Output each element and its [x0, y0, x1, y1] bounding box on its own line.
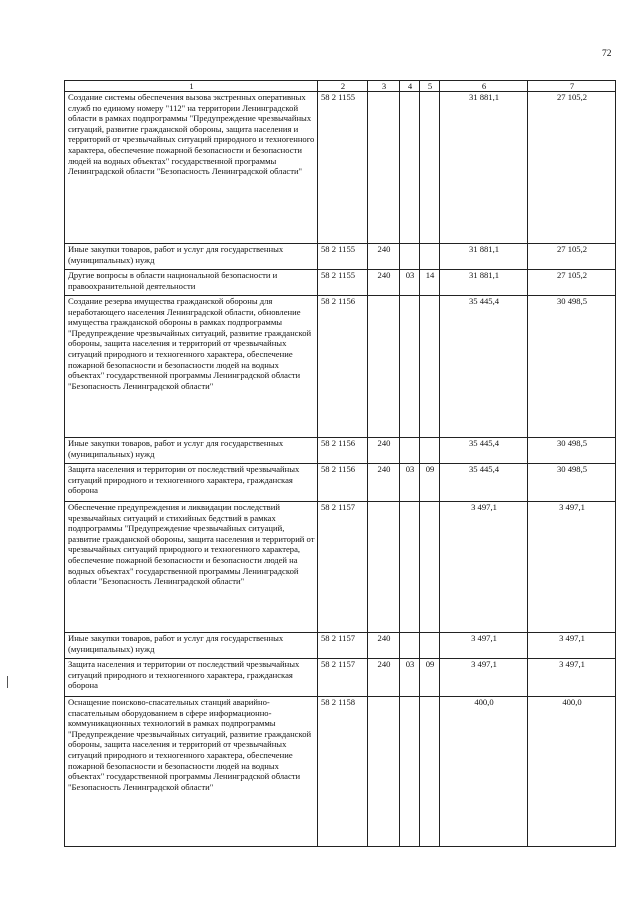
subsection-code	[420, 296, 440, 438]
amount-col6: 3 497,1	[440, 659, 528, 697]
section-code	[400, 244, 420, 270]
subsection-code	[420, 438, 440, 464]
section-code	[400, 697, 420, 847]
subsection-code	[420, 502, 440, 633]
amount-col6: 400,0	[440, 697, 528, 847]
table-row	[65, 92, 616, 244]
column-header: 2	[318, 81, 368, 92]
column-header: 6	[440, 81, 528, 92]
table-row	[65, 270, 616, 296]
amount-col6: 3 497,1	[440, 633, 528, 659]
subsection-code: 09	[420, 659, 440, 697]
subsection-code: 14	[420, 270, 440, 296]
column-header: 3	[368, 81, 400, 92]
amount-col7: 3 497,1	[528, 659, 616, 697]
item-name: Создание системы обеспечения вызова экстренных оперативных служб по единому номеру "112" на территории Ленинградской области в рамках подпрограммы "Предупреждение чрезвычайных ситуаций, развитие гражданской обороны, защита населения и территорий от чрезвычайных ситуаций природного и техногенного характера, обеспечение пожарной безопасности и безопасности людей на водных объектах" государственной программы Ленинградской области "Безопасность Ленинградской области"	[65, 92, 318, 244]
amount-col7: 3 497,1	[528, 502, 616, 633]
item-name: Оснащение поисково-спасательных станций аварийно-спасательным оборудованием в сфере информационно-коммуникационных технологий в рамках подпрограммы "Предупреждение чрезвычайных ситуаций, развитие гражданской обороны, защита населения и территорий от чрезвычайных ситуаций природного и техногенного характера, обеспечение пожарной безопасности и безопасности людей на водных объектах" государственной программы Ленинградской области "Безопасность Ленинградской области"	[65, 697, 318, 847]
expense-type	[368, 502, 400, 633]
column-header: 1	[65, 81, 318, 92]
amount-col6: 3 497,1	[440, 502, 528, 633]
expense-type	[368, 92, 400, 244]
section-code	[400, 92, 420, 244]
page-number: 72	[602, 49, 612, 59]
amount-col6: 35 445,4	[440, 296, 528, 438]
subsection-code	[420, 92, 440, 244]
amount-col6: 35 445,4	[440, 438, 528, 464]
amount-col7: 30 498,5	[528, 464, 616, 502]
amount-col7: 3 497,1	[528, 633, 616, 659]
amount-col6: 31 881,1	[440, 92, 528, 244]
item-name: Иные закупки товаров, работ и услуг для государственных (муниципальных) нужд	[65, 633, 318, 659]
target-code: 58 2 1157	[318, 659, 368, 697]
amount-col6: 31 881,1	[440, 270, 528, 296]
table-row	[65, 464, 616, 502]
amount-col6: 35 445,4	[440, 464, 528, 502]
section-code	[400, 502, 420, 633]
target-code: 58 2 1156	[318, 464, 368, 502]
table-row	[65, 659, 616, 697]
column-header: 5	[420, 81, 440, 92]
target-code: 58 2 1156	[318, 438, 368, 464]
table-row	[65, 438, 616, 464]
expense-type	[368, 296, 400, 438]
budget-table	[64, 80, 616, 847]
section-code	[400, 633, 420, 659]
section-code: 03	[400, 659, 420, 697]
expense-type: 240	[368, 633, 400, 659]
item-name: Защита населения и территории от последствий чрезвычайных ситуаций природного и техногенного характера, гражданская оборона	[65, 659, 318, 697]
item-name: Иные закупки товаров, работ и услуг для государственных (муниципальных) нужд	[65, 438, 318, 464]
amount-col7: 30 498,5	[528, 296, 616, 438]
amount-col7: 27 105,2	[528, 270, 616, 296]
target-code: 58 2 1155	[318, 92, 368, 244]
expense-type	[368, 697, 400, 847]
table-header-row	[65, 81, 616, 92]
section-code	[400, 296, 420, 438]
amount-col6: 31 881,1	[440, 244, 528, 270]
amount-col7: 27 105,2	[528, 92, 616, 244]
section-code	[400, 438, 420, 464]
target-code: 58 2 1157	[318, 633, 368, 659]
subsection-code	[420, 697, 440, 847]
subsection-code: 09	[420, 464, 440, 502]
item-name: Защита населения и территории от последствий чрезвычайных ситуаций природного и техногенного характера, гражданская оборона	[65, 464, 318, 502]
expense-type: 240	[368, 270, 400, 296]
item-name: Обеспечение предупреждения и ликвидации последствий чрезвычайных ситуаций и стихийных бедствий в рамках подпрограммы "Предупреждение чрезвычайных ситуаций, развитие гражданской обороны, защита населения и территорий от чрезвычайных ситуаций природного и техногенного характера, обеспечение пожарной безопасности и безопасности людей на водных объектах" государственной программы Ленинградской области "Безопасность Ленинградской области"	[65, 502, 318, 633]
table-row	[65, 697, 616, 847]
table-row	[65, 244, 616, 270]
item-name: Создание резерва имущества гражданской обороны для неработающего населения Ленинградской области, обновление имущества гражданской обороны в рамках подпрограммы "Предупреждение чрезвычайных ситуаций, развитие гражданской обороны, защита населения и территорий от чрезвычайных ситуаций природного и техногенного характера, обеспечение пожарной безопасности и безопасности людей на водных объектах" государственной программы Ленинградской области "Безопасность Ленинградской области"	[65, 296, 318, 438]
amount-col7: 27 105,2	[528, 244, 616, 270]
target-code: 58 2 1156	[318, 296, 368, 438]
section-code: 03	[400, 270, 420, 296]
amount-col7: 400,0	[528, 697, 616, 847]
target-code: 58 2 1158	[318, 697, 368, 847]
item-name: Иные закупки товаров, работ и услуг для государственных (муниципальных) нужд	[65, 244, 318, 270]
table-row	[65, 296, 616, 438]
table-row	[65, 633, 616, 659]
subsection-code	[420, 633, 440, 659]
expense-type: 240	[368, 464, 400, 502]
target-code: 58 2 1155	[318, 270, 368, 296]
target-code: 58 2 1155	[318, 244, 368, 270]
expense-type: 240	[368, 438, 400, 464]
expense-type: 240	[368, 244, 400, 270]
expense-type: 240	[368, 659, 400, 697]
section-code: 03	[400, 464, 420, 502]
subsection-code	[420, 244, 440, 270]
amount-col7: 30 498,5	[528, 438, 616, 464]
table-row	[65, 502, 616, 633]
column-header: 4	[400, 81, 420, 92]
target-code: 58 2 1157	[318, 502, 368, 633]
column-header: 7	[528, 81, 616, 92]
margin-mark	[7, 676, 8, 688]
item-name: Другие вопросы в области национальной безопасности и правоохранительной деятельности	[65, 270, 318, 296]
